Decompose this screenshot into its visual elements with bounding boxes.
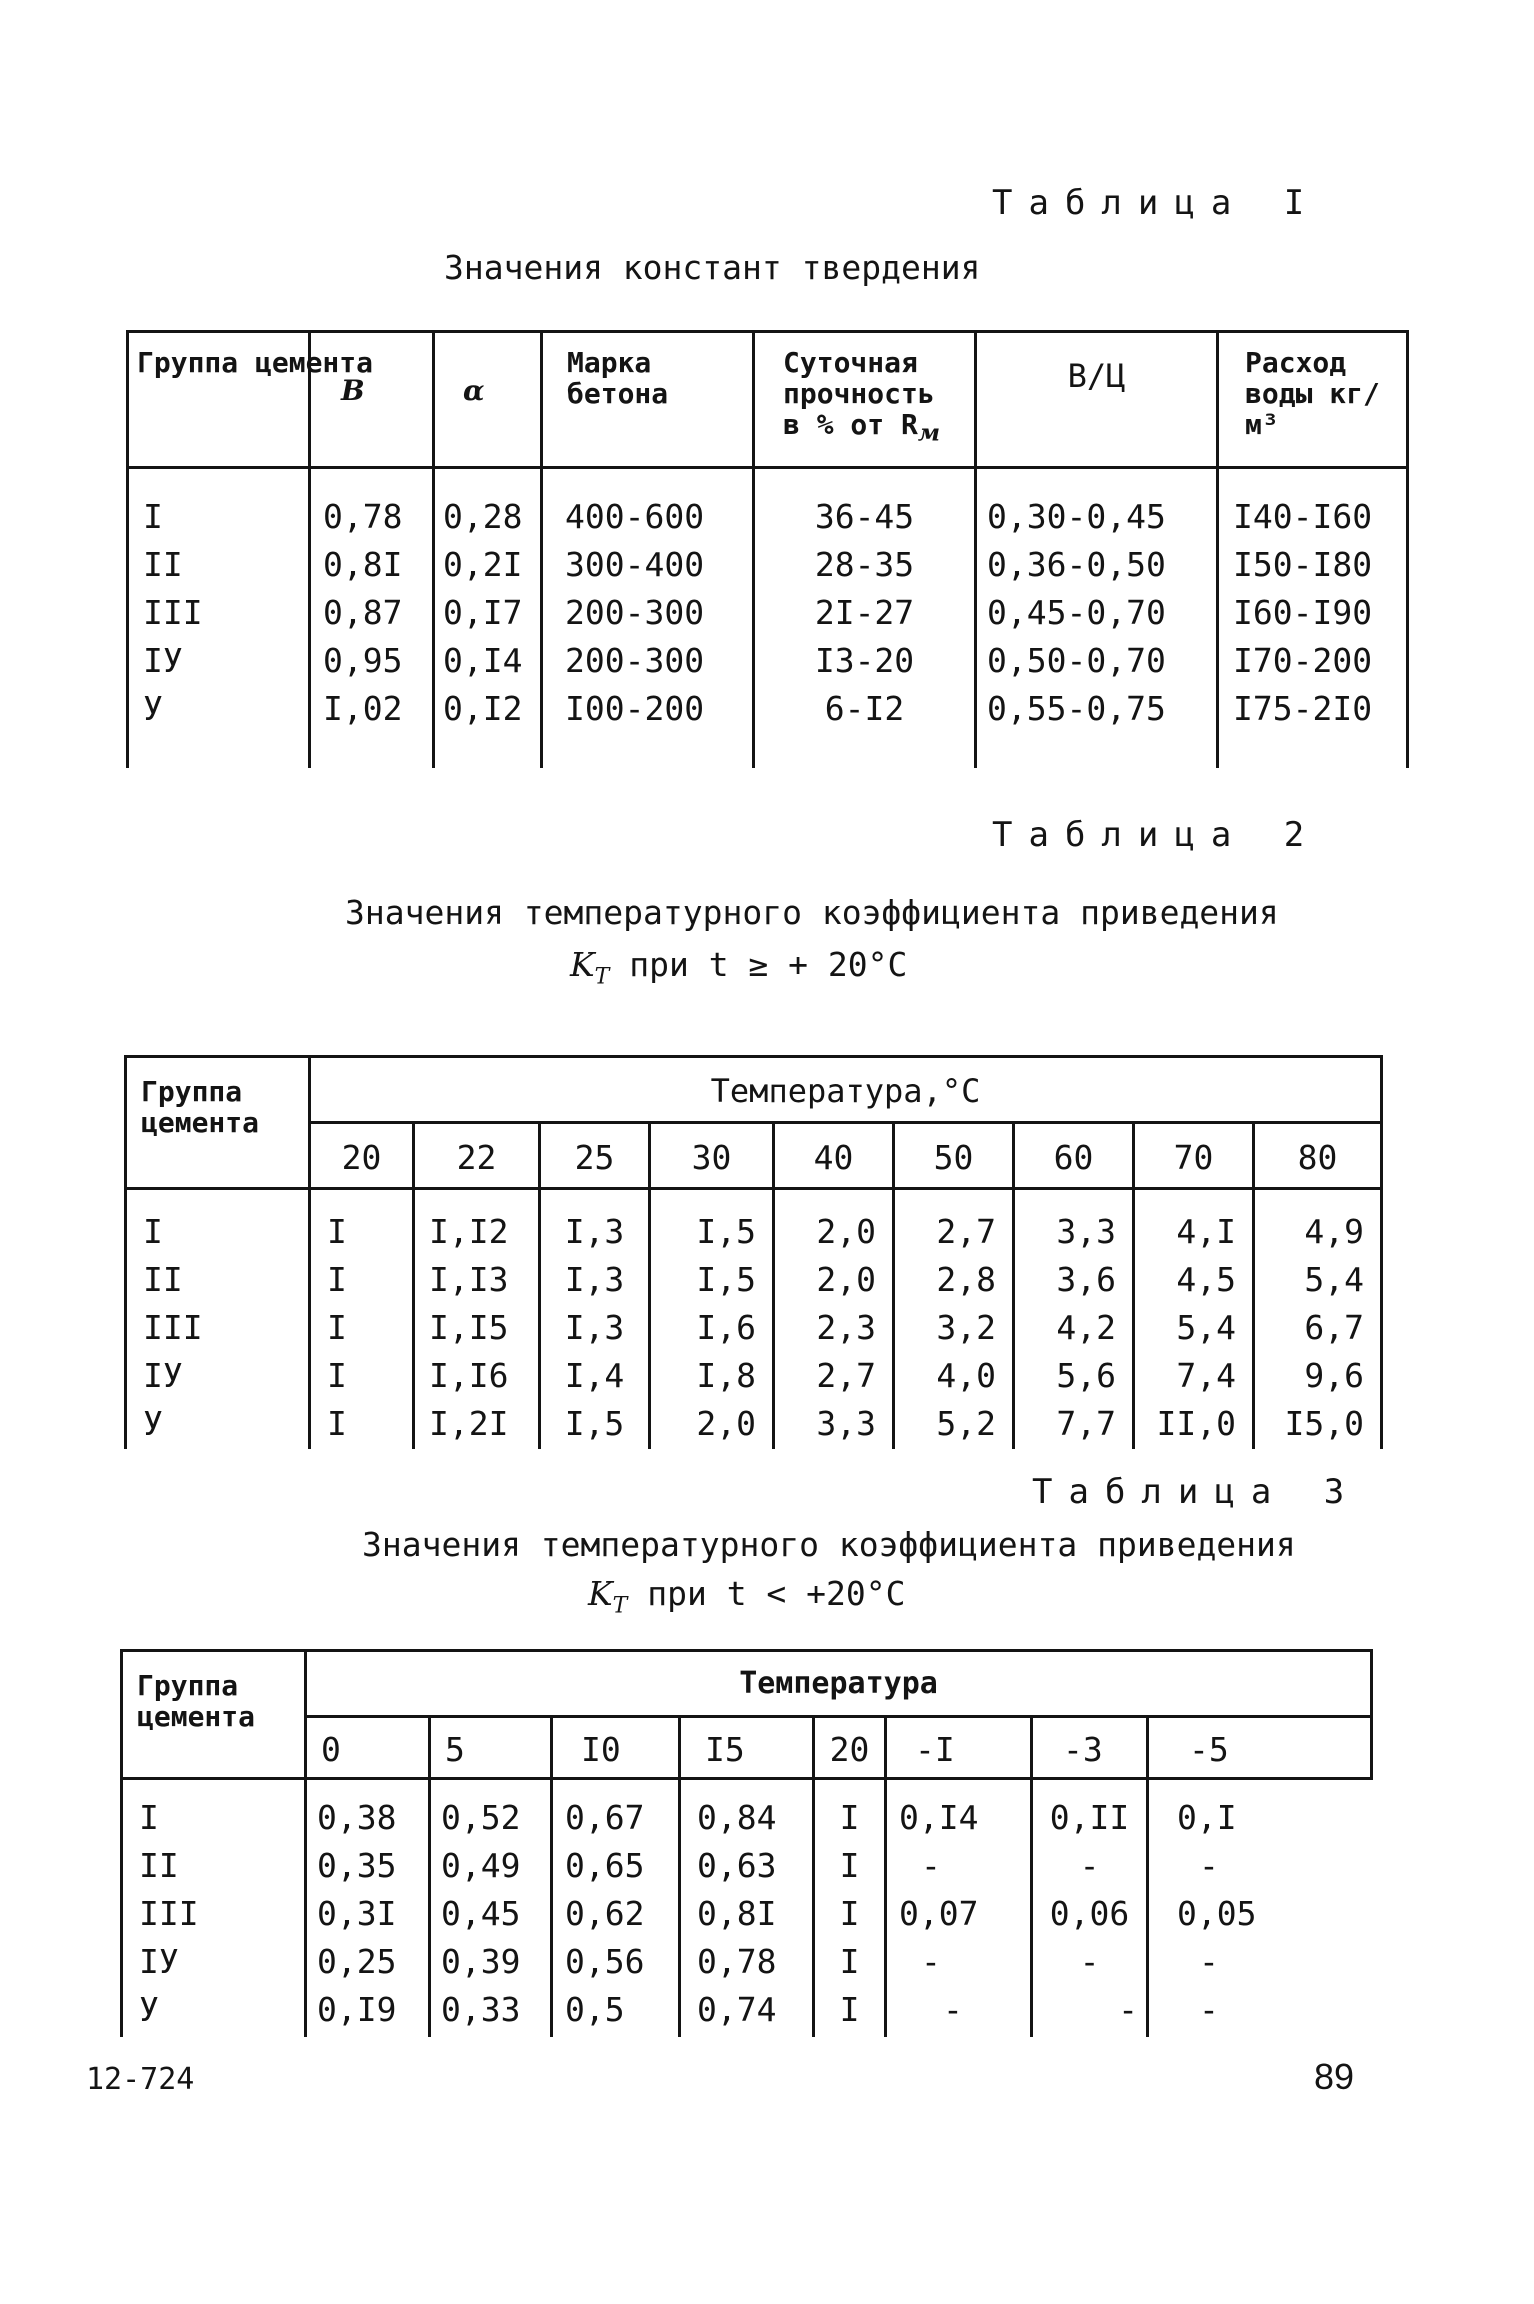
table-cell: 0,33 [441,1990,521,2029]
table-cell: - [921,1942,941,1981]
t3-temp-2: I0 [552,1717,680,1779]
table3-formula [588,1574,906,1619]
table-cell: 0,65 [565,1846,645,1885]
table-cell: I,2I [429,1404,509,1443]
table-cell: 300-400 [565,545,705,584]
table-cell: - [1199,1846,1219,1885]
table-cell: 7,4 [1176,1356,1236,1395]
table-cell: 2,3 [816,1308,876,1347]
t2-temp-7: 70 [1134,1123,1254,1189]
table-cell: 2,7 [816,1356,876,1395]
table-cell: - [1118,1990,1138,2029]
table-cell: I,5 [564,1404,625,1443]
t1-col-daily [754,468,976,768]
t2-temp-6: 60 [1014,1123,1134,1189]
t2-temp-4: 40 [774,1123,894,1189]
table-cell: 0,84 [697,1798,777,1837]
table-cell: 0,63 [697,1846,777,1885]
table-cell: 0,I4 [899,1798,979,1837]
table-cell: I,3 [564,1308,625,1347]
table-cell: 0,8I [323,545,403,584]
t3-col-minus3 [1032,1779,1148,2037]
table-cell: 28-35 [814,545,915,584]
table-cell: 0,8I [697,1894,777,1933]
table-cell: 0,45-0,70 [987,593,1166,632]
t2-formula-sub: T [594,964,610,990]
t2-col-22 [414,1189,540,1449]
table-cell: 0,2I [443,545,523,584]
t2-col-50 [894,1189,1014,1449]
list-item: III [139,1894,199,1933]
list-item: II [139,1846,179,1885]
table-cell: 0,25 [317,1942,397,1981]
table-cell: 3,2 [936,1308,996,1347]
table-cell: I [327,1356,347,1395]
table-cell: I [327,1404,347,1443]
table-cell: I,I5 [429,1308,509,1347]
table-cell: I [839,1990,860,2029]
table2-formula [570,945,907,990]
t2-col-70 [1134,1189,1254,1449]
table1 [126,330,1409,768]
table-cell: 2,0 [816,1212,876,1251]
table-cell: I [327,1260,347,1299]
t1-header-b: B [310,332,434,468]
table-cell: 0,45 [441,1894,521,1933]
table-cell: I00-200 [565,689,705,728]
list-item: У [143,1404,163,1443]
table2-title: Значения температурного коэффициента приведения [345,893,1279,932]
table-cell: 0,36-0,50 [987,545,1166,584]
table-cell: 0,95 [323,641,403,680]
table-cell: 0,78 [323,497,403,536]
table-cell: 0,62 [565,1894,645,1933]
table-cell: 4,9 [1304,1212,1365,1251]
table-cell: 4,2 [1056,1308,1116,1347]
table-cell: 0,50-0,70 [987,641,1166,680]
table-cell: 5,6 [1056,1356,1116,1395]
table-cell: 0,78 [697,1942,777,1981]
table-cell: 3,3 [1056,1212,1116,1251]
t3-col-10 [552,1779,680,2037]
list-item: III [143,1308,203,1347]
table-cell: - [1199,1942,1219,1981]
table-cell: I,5 [696,1212,756,1251]
t2-temp-3: 30 [650,1123,774,1189]
page-number: 89 [1314,2056,1355,2097]
t2-temp-8: 80 [1254,1123,1382,1189]
table-cell: 2,0 [816,1260,876,1299]
table-cell: 9,6 [1304,1356,1365,1395]
table2-caption: Таблица 2 [992,815,1321,855]
doc-code: 12-724 [86,2062,195,2097]
table1-caption: Таблица I [992,183,1321,223]
t3-formula-sub: T [612,1593,628,1619]
t1-col-group [128,468,310,768]
table-cell: 0,55-0,75 [987,689,1166,728]
table-cell: 200-300 [565,593,705,632]
t2-header-temp: Температура,°C [310,1057,1382,1123]
table-cell: 0,67 [565,1798,645,1837]
t2-col-80 [1254,1189,1382,1449]
table-cell: I [327,1212,347,1251]
t3-col-5 [430,1779,552,2037]
table-cell: 4,I [1176,1212,1236,1251]
t3-temp-3: I5 [680,1717,814,1779]
table-cell: I3-20 [814,641,915,680]
list-item: II [143,1260,183,1299]
table-cell: 0,28 [443,497,523,536]
table3-caption: Таблица 3 [1032,1472,1361,1512]
table-cell: 36-45 [814,497,915,536]
t2-col-40 [774,1189,894,1449]
table1-title: Значения констант твердения [444,248,981,287]
list-item: IУ [143,641,183,680]
table-cell: I,I3 [429,1260,509,1299]
table-cell: 0,5 [565,1990,625,2029]
table3 [120,1649,1373,2037]
table3-title: Значения температурного коэффициента приведения [362,1525,1296,1564]
t1-header-daily-text: Суточная прочность в % от R [783,346,935,441]
table-cell: 3,3 [816,1404,876,1443]
table-cell: 4,0 [936,1356,996,1395]
table-cell: I [327,1308,347,1347]
table-cell: 0,I7 [443,593,523,632]
table-cell: 0,I9 [317,1990,397,2029]
table-cell: 0,30-0,45 [987,497,1166,536]
t2-col-60 [1014,1189,1134,1449]
table-cell: 2I-27 [814,593,915,632]
t1-col-b [310,468,434,768]
table-cell: 200-300 [565,641,705,680]
t1-col-water [1218,468,1408,768]
list-item: II [143,545,183,584]
table-cell: I,4 [564,1356,625,1395]
table-cell: 5,4 [1304,1260,1365,1299]
table-cell: I,I2 [429,1212,509,1251]
table-cell: I40-I60 [1233,497,1373,536]
table-cell: 0,49 [441,1846,521,1885]
table-cell: 0,39 [441,1942,521,1981]
t2-temp-2: 25 [540,1123,650,1189]
table-cell: - [1079,1846,1100,1885]
table-cell: I70-200 [1233,641,1373,680]
list-item: IУ [139,1942,179,1981]
table-cell: I,6 [696,1308,756,1347]
t3-col-group [122,1779,306,2037]
t2-col-30 [650,1189,774,1449]
list-item: IУ [143,1356,183,1395]
table-cell: I,02 [323,689,403,728]
table-cell: 0,87 [323,593,403,632]
t2-col-25 [540,1189,650,1449]
t3-temp-5: -I [886,1717,1032,1779]
table-cell: I60-I90 [1233,593,1373,632]
list-item: У [139,1990,159,2029]
t3-temp-7: -5 [1148,1717,1372,1779]
table-cell: 0,05 [1177,1894,1257,1933]
t1-header-daily-sub: м [917,418,941,447]
table-cell: 4,5 [1176,1260,1236,1299]
table-cell: - [1079,1942,1100,1981]
table-cell: - [921,1846,941,1885]
table-cell: I [839,1798,860,1837]
t1-col-alpha [434,468,542,768]
table2 [124,1055,1383,1449]
t3-col-15 [680,1779,814,2037]
table-cell: 0,35 [317,1846,397,1885]
t1-header-wc: В/Ц [976,332,1218,468]
list-item: I [143,497,163,536]
t3-temp-6: -3 [1032,1717,1148,1779]
t3-header-temp: Температура [306,1651,1372,1717]
table-cell: I,3 [564,1260,625,1299]
table-cell: I,5 [696,1260,756,1299]
t2-formula-k: K [570,945,595,984]
table-cell: I,8 [696,1356,756,1395]
table-cell: I50-I80 [1233,545,1373,584]
table-cell: I [839,1942,860,1981]
table-cell: I,3 [564,1212,625,1251]
table-cell: - [1199,1990,1219,2029]
table-cell: 2,0 [696,1404,756,1443]
t1-col-grade [542,468,754,768]
t1-col-wc [976,468,1218,768]
table-cell: - [943,1990,963,2029]
table-cell: 0,74 [697,1990,777,2029]
t3-col-20 [814,1779,886,2037]
table-cell: 2,7 [936,1212,996,1251]
table-cell: I5,0 [1284,1404,1365,1443]
t3-formula-text: при t < +20°C [647,1574,906,1613]
t1-header-water: Расход воды кг/м³ [1218,332,1408,468]
table-cell: 2,8 [936,1260,996,1299]
t2-header-group: Группа цемента [126,1057,310,1189]
t2-temp-5: 50 [894,1123,1014,1189]
t3-col-minus5 [1148,1779,1372,2037]
table-cell: 0,52 [441,1798,521,1837]
t3-formula-k: K [588,1574,613,1613]
table-cell: 0,II [1049,1798,1130,1837]
t2-col-20 [310,1189,414,1449]
t3-temp-4: 20 [814,1717,886,1779]
table-cell: 0,I2 [443,689,523,728]
t2-temp-1: 22 [414,1123,540,1189]
table-cell: I75-2I0 [1233,689,1373,728]
table-cell: 6,7 [1304,1308,1365,1347]
t2-temp-0: 20 [310,1123,414,1189]
list-item: У [143,689,163,728]
table-cell: I,I6 [429,1356,509,1395]
table-cell: 0,07 [899,1894,979,1933]
t3-col-0 [306,1779,430,2037]
table-cell: 0,I4 [443,641,523,680]
t3-header-group: Группа цемента [122,1651,306,1779]
table-cell: I [839,1894,860,1933]
t2-col-group [126,1189,310,1449]
t1-header-alpha: α [434,332,542,468]
t1-header-daily [754,332,976,468]
table-cell: 6-I2 [824,689,905,728]
t2-formula-text: при t ≥ + 20°C [629,945,908,984]
list-item: III [143,593,203,632]
t3-temp-0: 0 [306,1717,430,1779]
table-cell: II,0 [1156,1404,1236,1443]
table-cell: 0,06 [1049,1894,1130,1933]
table-cell: I [839,1846,860,1885]
table-cell: 0,3I [317,1894,397,1933]
table-cell: 5,4 [1176,1308,1236,1347]
table-cell: 0,I [1177,1798,1237,1837]
list-item: I [139,1798,159,1837]
table-cell: 0,56 [565,1942,645,1981]
table-cell: 0,38 [317,1798,397,1837]
table-cell: 3,6 [1056,1260,1116,1299]
t1-header-grade: Марка бетона [542,332,754,468]
table-cell: 5,2 [936,1404,996,1443]
table-cell: 7,7 [1056,1404,1116,1443]
t1-header-group: Группа цемента [128,332,310,468]
table-cell: 400-600 [565,497,705,536]
t3-temp-1: 5 [430,1717,552,1779]
list-item: I [143,1212,163,1251]
t3-col-minus1 [886,1779,1032,2037]
